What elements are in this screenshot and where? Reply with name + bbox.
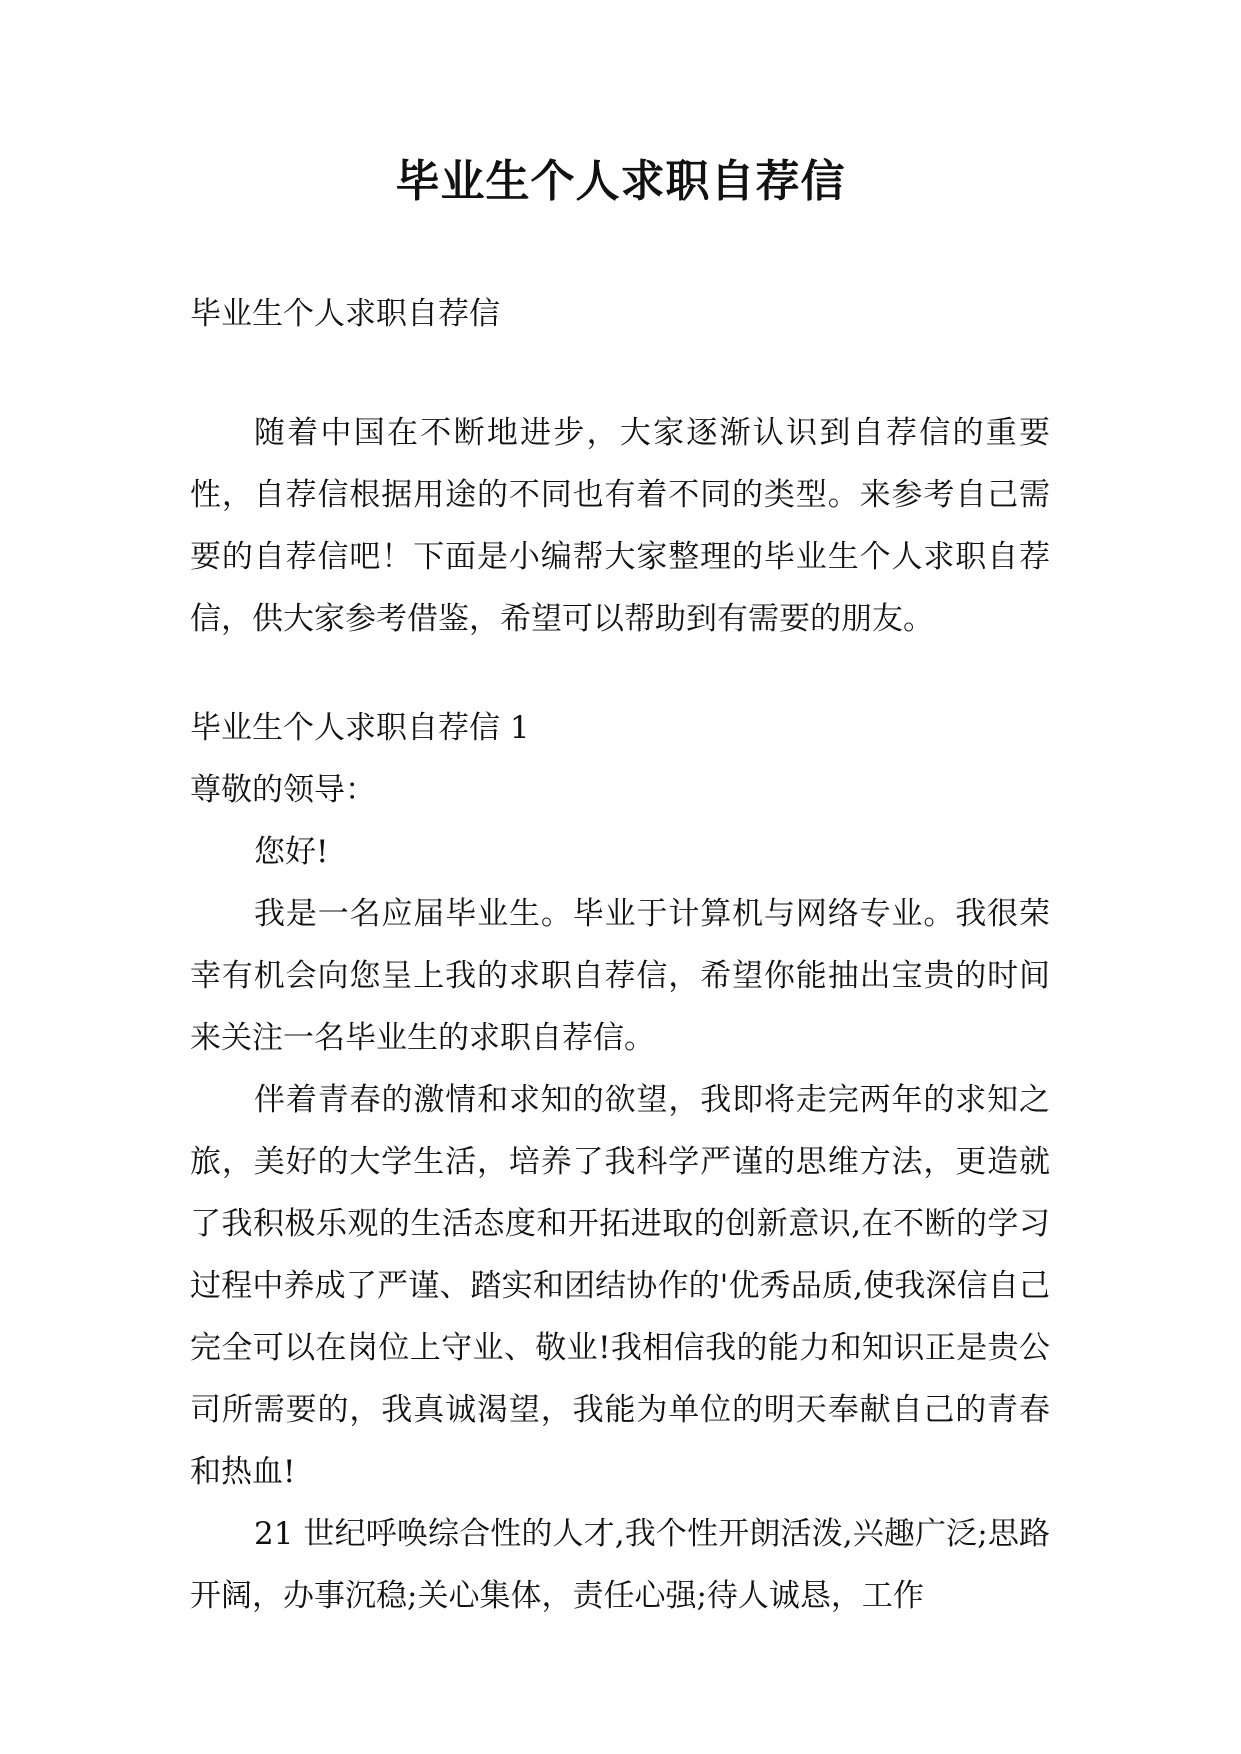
letter-section bbox=[190, 697, 1050, 1627]
letter-greeting: 您好! bbox=[254, 834, 329, 870]
document-title: 毕业生个人求职自荐信 bbox=[395, 156, 846, 207]
letter-salutation: 尊敬的领导： bbox=[190, 772, 376, 808]
letter-heading: 毕业生个人求职自荐信 1 bbox=[190, 710, 530, 746]
letter-paragraph: 21 世纪呼唤综合性的人才,我个性开朗活泼,兴趣广泛;思路开阔，办事沉稳;关心集体，责任心强;待人诚恳，工作 bbox=[190, 1516, 1050, 1614]
letter-paragraph: 伴着青春的激情和求知的欲望，我即将走完两年的求知之旅，美好的大学生活，培养了我科学严谨的思维方法，更造就了我积极乐观的生活态度和开拓进取的创新意识,在不断的学习过程中养成了严谨、踏实和团结协作的'优秀品质,使我深信自己完全可以在岗位上守业、敬业!我相信我的能力和知识正是贵公司所需要的，我真诚渴望，我能为单位的明天奉献自己的青春和热血! bbox=[190, 1082, 1050, 1490]
intro-paragraph: 随着中国在不断地进步，大家逐渐认识到自荐信的重要性，自荐信根据用途的不同也有着不同的类型。来参考自己需要的自荐信吧！下面是小编帮大家整理的毕业生个人求职自荐信，供大家参考借鉴，希望可以帮助到有需要的朋友。 bbox=[190, 415, 1050, 637]
document-subtitle: 毕业生个人求职自荐信 bbox=[190, 296, 500, 332]
letter-paragraph: 我是一名应届毕业生。毕业于计算机与网络专业。我很荣幸有机会向您呈上我的求职自荐信，希望你能抽出宝贵的时间来关注一名毕业生的求职自荐信。 bbox=[190, 896, 1050, 1056]
